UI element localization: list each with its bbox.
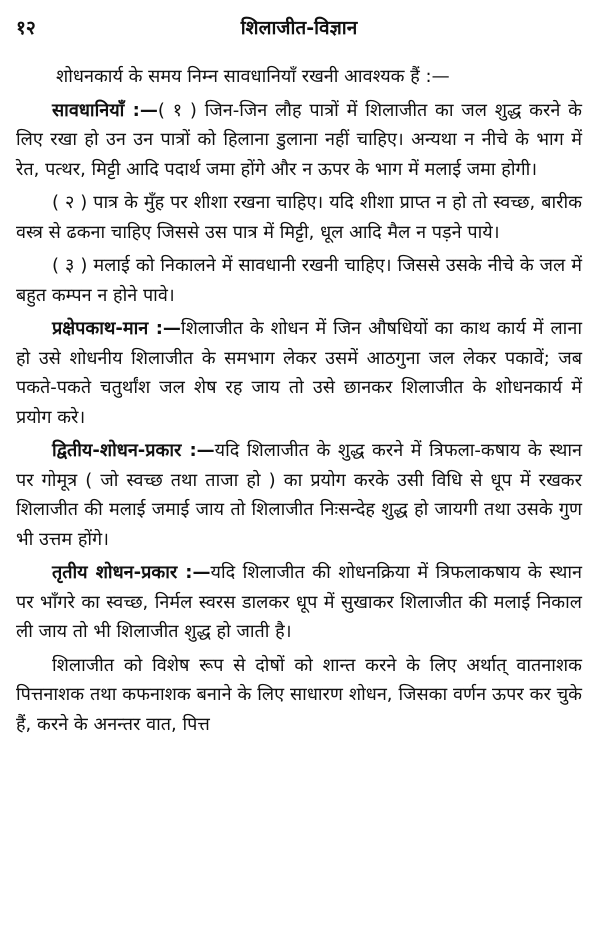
third-method-paragraph xyxy=(16,558,582,647)
third-method-text: यदि शिलाजीत की शोधनक्रिया में त्रिफलाकषाय के स्थान पर भाँगरे का स्वच्छ, निर्मल स्वरस डालकर धूप में सुखाकर शिलाजीत की मलाई निकाल ली जाय तो भी शिलाजीत शुद्ध हो जाती है। xyxy=(16,562,582,642)
second-method-paragraph xyxy=(16,436,582,554)
third-method-heading: तृतीय शोधन-प्रकार :— xyxy=(52,562,211,583)
decoction-measure-text: शिलाजीत के शोधन में जिन औषधियों का काथ कार्य में लाना हो उसे शोधनीय शिलाजीत के समभाग लेकर उसमें आठगुना जल लेकर पकावें; जब पकते-पकते चतुर्थांश जल शेष रह जाय तो उसे छानकर शिलाजीत के शोधनकार्य में प्रयोग करे। xyxy=(16,318,582,428)
precaution-2-paragraph xyxy=(16,188,582,247)
precautions-text-1: ( १ ) जिन-जिन लौह पात्रों में शिलाजीत का जल शुद्ध करने के लिए रखा हो उन उन पात्रों को हिलाना डुलाना नहीं चाहिए। अन्यथा न नीचे के भाग में रेत, पत्थर, मिट्टी आदि पदार्थ जमा होंगे और न ऊपर के भाग में मलाई जमा होगी। xyxy=(16,99,582,180)
intro-text: शोधनकार्य के समय निम्न सावधानियाँ रखनी आवश्यक हैं :— xyxy=(56,66,450,87)
page-number: १२ xyxy=(16,17,36,39)
precautions-paragraph xyxy=(16,96,582,185)
decoction-measure-paragraph xyxy=(16,314,582,432)
closing-paragraph xyxy=(16,651,582,740)
precaution-2-text: ( २ ) पात्र के मुँह पर शीशा रखना चाहिए। यदि शीशा प्राप्त न हो तो स्वच्छ, बारीक वस्त्र से ढकना चाहिए जिससे उस पात्र में मिट्टी, धूल आदि मैल न पड़ने पाये। xyxy=(16,192,582,243)
body-text xyxy=(16,62,582,739)
precaution-3-text: ( ३ ) मलाई को निकालने में सावधानी रखनी चाहिए। जिससे उसके नीचे के जल में बहुत कम्पन न होने पावे। xyxy=(16,255,582,306)
second-method-heading: द्वितीय-शोधन-प्रकार :— xyxy=(52,440,215,461)
second-method-text: यदि शिलाजीत के शुद्ध करने में त्रिफला-कषाय के स्थान पर गोमूत्र ( जो स्वच्छ तथा ताजा हो ) का प्रयोग करके उसी विधि से धूप में रखकर शिलाजीत की मलाई जमाई जाय तो शिलाजीत निःसन्देह शुद्ध हो जायगी तथा उसके गुण भी उत्तम होंगे। xyxy=(16,440,582,550)
precaution-3-paragraph xyxy=(16,251,582,310)
decoction-measure-heading: प्रक्षेपकाथ-मान :— xyxy=(52,318,181,339)
precautions-heading: सावधानियाँ :— xyxy=(52,99,158,121)
intro-paragraph xyxy=(16,62,582,92)
page-header xyxy=(16,10,582,44)
closing-text: शिलाजीत को विशेष रूप से दोषों को शान्त करने के लिए अर्थात् वातनाशक पित्तनाशक तथा कफनाशक बनाने के लिए साधारण शोधन, जिसका वर्णन ऊपर कर चुके हैं, करने के अनन्तर वात, पित्त xyxy=(16,654,582,735)
running-head: शिलाजीत-विज्ञान xyxy=(240,17,358,39)
